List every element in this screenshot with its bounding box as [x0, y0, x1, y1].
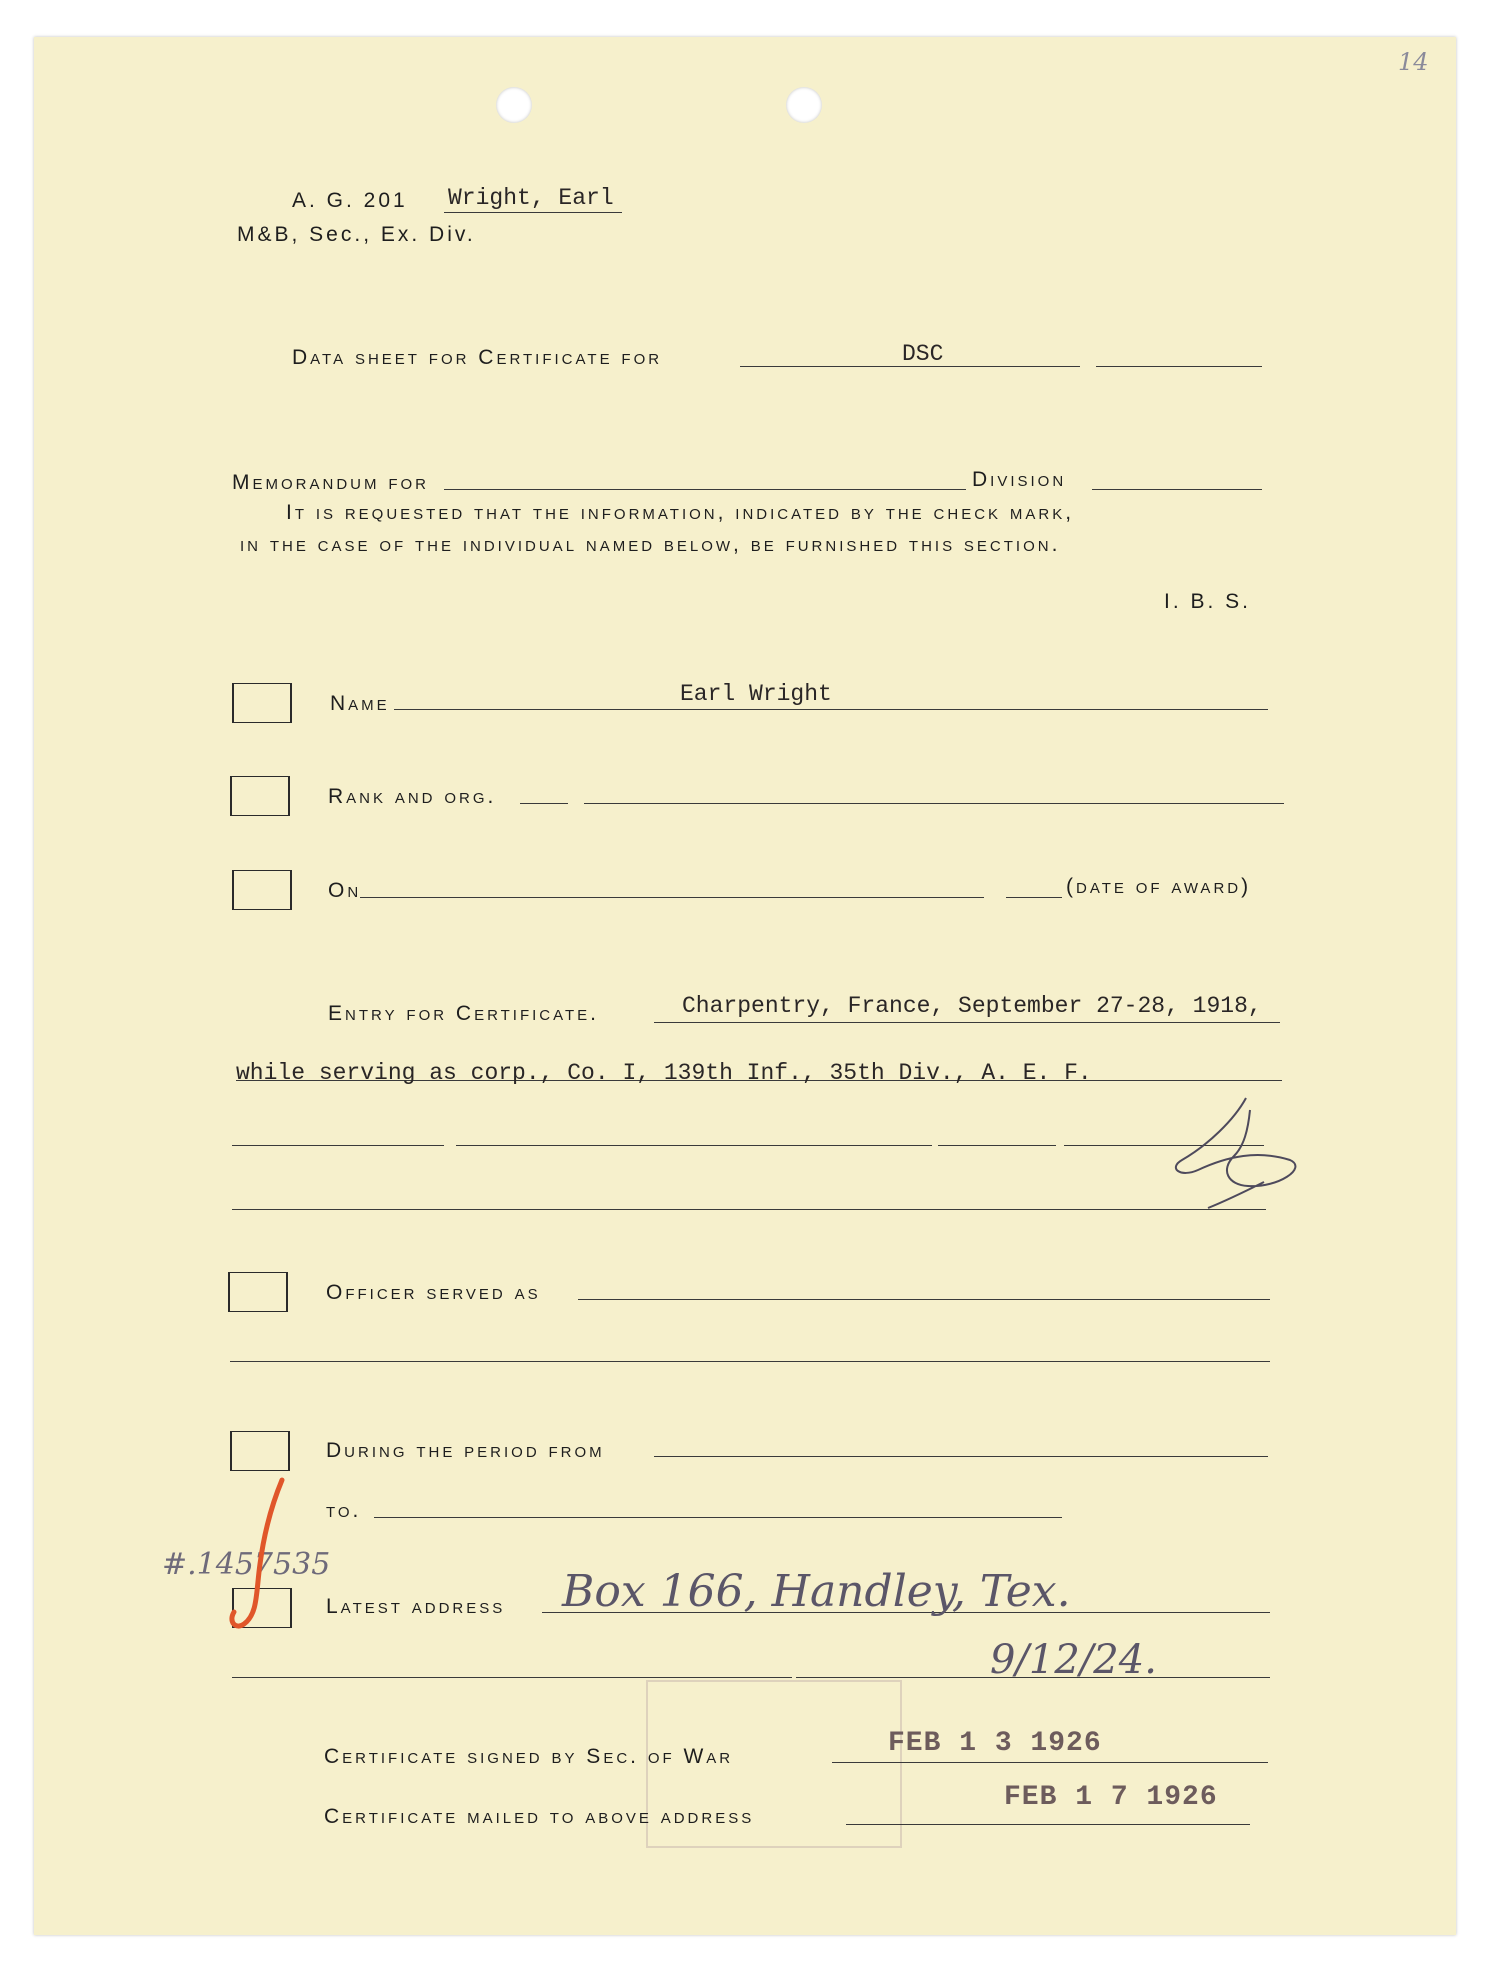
name-value: Earl Wright — [680, 681, 832, 707]
punch-hole-left — [496, 87, 532, 123]
serial-number: #.1457535 — [162, 1547, 331, 1582]
address-date: 9/12/24. — [990, 1637, 1157, 1683]
ag-line: A. G. 201 — [292, 189, 408, 212]
data-sheet-label: Data sheet for Certificate for — [292, 346, 663, 369]
rank-checkbox — [230, 776, 290, 816]
section-line: M&B, Sec., Ex. Div. — [237, 223, 476, 246]
to-label: to. — [326, 1499, 362, 1522]
document-sheet — [34, 37, 1456, 1935]
handwritten-initial — [1168, 1090, 1308, 1220]
period-checkbox — [230, 1431, 290, 1471]
entry-value-line-1: Charpentry, France, September 27-28, 1918, — [682, 993, 1262, 1019]
division-label: Division — [972, 468, 1067, 491]
date-of-award-label: (date of award) — [1066, 875, 1252, 898]
page-number: 14 — [1398, 48, 1429, 76]
during-label: During the period from — [326, 1439, 605, 1462]
ibs-signoff: I. B. S. — [1164, 590, 1252, 613]
punch-hole-right — [786, 87, 822, 123]
signed-date-stamp: FEB 1 3 1926 — [888, 1728, 1102, 1759]
officer-checkbox — [228, 1272, 288, 1312]
signed-label: Certificate signed by Sec. of War — [324, 1745, 734, 1768]
name-checkbox — [232, 683, 292, 723]
request-line-1: It is requested that the information, indicated by the check mark, — [286, 501, 1075, 524]
ag-name: Wright, Earl — [448, 185, 614, 211]
entry-label: Entry for Certificate. — [328, 1002, 600, 1025]
officer-label: Officer served as — [326, 1281, 541, 1304]
entry-value-line-2: while serving as corp., Co. I, 139th Inf., 35th Div., A. E. F. — [236, 1060, 1092, 1086]
address-value: Box 166, Handley, Tex. — [562, 1566, 1071, 1617]
on-checkbox — [232, 870, 292, 910]
mailed-label: Certificate mailed to above address — [324, 1805, 755, 1828]
latest-address-label: Latest address — [326, 1595, 506, 1618]
request-line-2: in the case of the individual named below, be furnished this section. — [240, 533, 1061, 556]
on-label: On — [328, 879, 362, 902]
name-label: Name — [330, 692, 390, 715]
award-type: DSC — [902, 341, 944, 367]
mailed-date-stamp: FEB 1 7 1926 — [1004, 1782, 1218, 1813]
memorandum-label: Memorandum for — [232, 471, 429, 494]
rank-label: Rank and org. — [328, 785, 497, 808]
check-mark — [224, 1474, 304, 1634]
